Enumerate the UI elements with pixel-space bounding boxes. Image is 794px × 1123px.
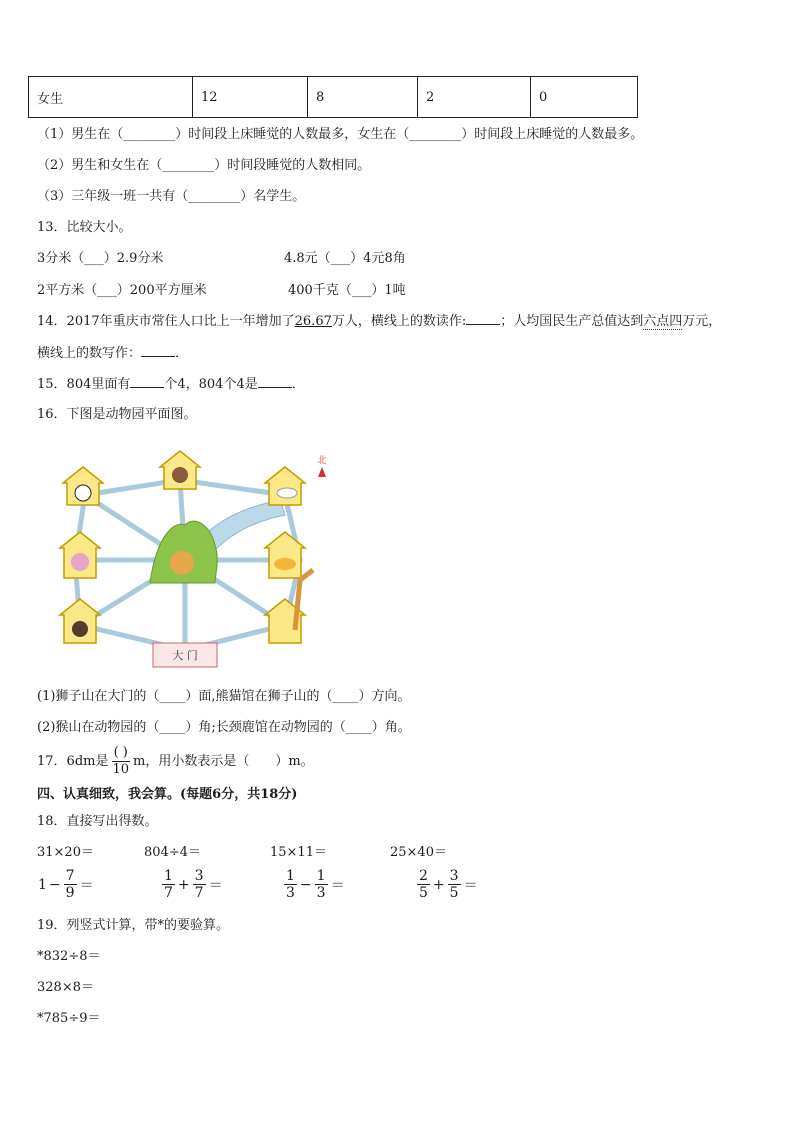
fraction-numerator: ( ) <box>113 745 128 760</box>
table-cell: 2 <box>418 77 531 118</box>
q13-c: 2平方米（___）200平方厘米 <box>37 283 207 298</box>
fraction-denominator: 9 <box>65 885 75 901</box>
north-arrow-icon <box>318 467 326 477</box>
calc-item: 328×8＝ <box>37 980 94 995</box>
fraction <box>283 868 298 901</box>
fraction-denominator: 3 <box>316 885 326 901</box>
answer-blank[interactable] <box>258 375 292 388</box>
calc-item: *832÷8＝ <box>37 949 101 964</box>
q19-title: 19．列竖式计算，带*的要验算。 <box>37 918 230 933</box>
fraction-numerator: 7 <box>65 868 75 884</box>
answer-blank[interactable] <box>130 375 164 388</box>
fraction <box>314 868 329 901</box>
crane-house-icon <box>265 467 305 505</box>
fraction-denominator: 5 <box>419 885 428 901</box>
crane-icon <box>277 488 297 498</box>
q14-number: 26.67 <box>294 314 332 329</box>
fraction <box>447 868 462 901</box>
calc-item <box>160 868 224 901</box>
calc-item <box>415 868 479 901</box>
q13-title: 13．比较大小。 <box>37 220 132 235</box>
ape-icon <box>72 621 88 637</box>
q17-text: 17．6dm是 <box>37 753 109 769</box>
fraction-denominator: 3 <box>286 885 295 901</box>
fraction <box>416 868 431 901</box>
q12-sub3: （3）三年级一班一共有（________）名学生。 <box>37 189 306 204</box>
table-row <box>29 77 638 118</box>
q13-b: 4.8元（___）4元8角 <box>284 251 406 266</box>
q12-sub1: （1）男生在（________）时间段上床睡觉的人数最多，女生在（________）时间段上床睡觉的人数最多。 <box>37 127 644 142</box>
fraction <box>63 868 78 901</box>
lion-icon <box>170 551 194 575</box>
section-heading: 四、认真细致，我会算。(每题6分，共18分) <box>37 787 298 802</box>
answer-blank[interactable] <box>141 344 175 357</box>
table-cell: 12 <box>193 77 308 118</box>
calc-item: 31×20＝ <box>37 845 94 860</box>
q14-words: 六点四 <box>643 314 683 329</box>
fraction-denominator: 10 <box>112 762 130 777</box>
answer-blank[interactable] <box>466 312 500 325</box>
fraction-denominator: 5 <box>449 885 459 901</box>
q14-text: 横线上的数写作： <box>37 346 142 361</box>
fraction-denominator: 7 <box>164 885 173 901</box>
zoo-map <box>55 445 325 670</box>
q17 <box>37 745 314 778</box>
table-cell: 女生 <box>29 77 193 118</box>
calc-item: 15×11＝ <box>270 845 327 860</box>
q13-a: 3分米（___）2.9分米 <box>37 251 164 266</box>
math-op: + <box>177 876 190 893</box>
math-eq: ＝ <box>79 877 94 894</box>
gate-label: 大 门 <box>172 649 198 662</box>
q14-text: ． <box>175 346 189 361</box>
q16-title: 16．下图是动物园平面图。 <box>37 407 197 422</box>
table-cell: 0 <box>531 77 638 118</box>
giraffe-icon <box>295 570 313 630</box>
q16-sub2: (2)猴山在动物园的（____）角;长颈鹿馆在动物园的（____）角。 <box>37 720 411 735</box>
fraction <box>161 868 176 901</box>
q14-text: 万人，横线上的数读作: <box>331 314 467 329</box>
math-text: 1 <box>38 876 47 893</box>
q15 <box>37 375 305 394</box>
math-eq: ＝ <box>330 877 345 894</box>
math-op: − <box>48 876 61 893</box>
fish-house-icon <box>265 532 305 578</box>
calc-item <box>282 868 346 901</box>
q15-text: ． <box>291 377 305 392</box>
q14-line1 <box>37 312 721 331</box>
q12-sub2: （2）男生和女生在（________）时间段睡觉的人数相同。 <box>37 158 371 173</box>
q14-line2 <box>37 344 188 363</box>
fraction-numerator: 2 <box>419 868 428 884</box>
fraction-denominator: 7 <box>194 885 204 901</box>
math-op: − <box>299 876 312 893</box>
fraction <box>192 868 207 901</box>
fraction-numerator: 1 <box>316 868 326 884</box>
q15-text: 个4，804个4是 <box>164 377 258 392</box>
q18-title: 18．直接写出得数。 <box>37 814 158 829</box>
calc-item: *785÷9＝ <box>37 1011 101 1026</box>
calc-item: 25×40＝ <box>390 845 447 860</box>
q17-text: m，用小数表示是（ ）m。 <box>133 753 314 769</box>
q14-text: 14．2017年重庆市常住人口比上一年增加了 <box>37 314 295 329</box>
q16-sub1: (1)狮子山在大门的（____）面,熊猫馆在狮子山的（____）方向。 <box>37 689 411 704</box>
q15-text: 15．804里面有 <box>37 377 131 392</box>
fraction-numerator: 1 <box>286 868 295 884</box>
fraction-numerator: 3 <box>194 868 204 884</box>
q17-fraction <box>110 745 131 778</box>
q14-text: ；人均国民生产总值达到 <box>500 314 644 329</box>
north-label: 北 <box>317 456 327 466</box>
table-cell: 8 <box>308 77 418 118</box>
calc-item <box>37 868 95 901</box>
math-op: + <box>432 876 445 893</box>
math-eq: ＝ <box>208 877 223 894</box>
fish-icon <box>274 558 296 570</box>
calc-item: 804÷4＝ <box>144 845 201 860</box>
elephant-icon <box>71 553 89 571</box>
fraction-numerator: 3 <box>449 868 459 884</box>
q14-text: 万元， <box>682 314 722 329</box>
fraction-numerator: 1 <box>164 868 173 884</box>
math-eq: ＝ <box>463 877 478 894</box>
panda-icon <box>75 485 91 501</box>
sleep-table <box>28 76 638 118</box>
q13-d: 400千克（___）1吨 <box>288 283 406 298</box>
monkey-icon <box>172 467 188 483</box>
